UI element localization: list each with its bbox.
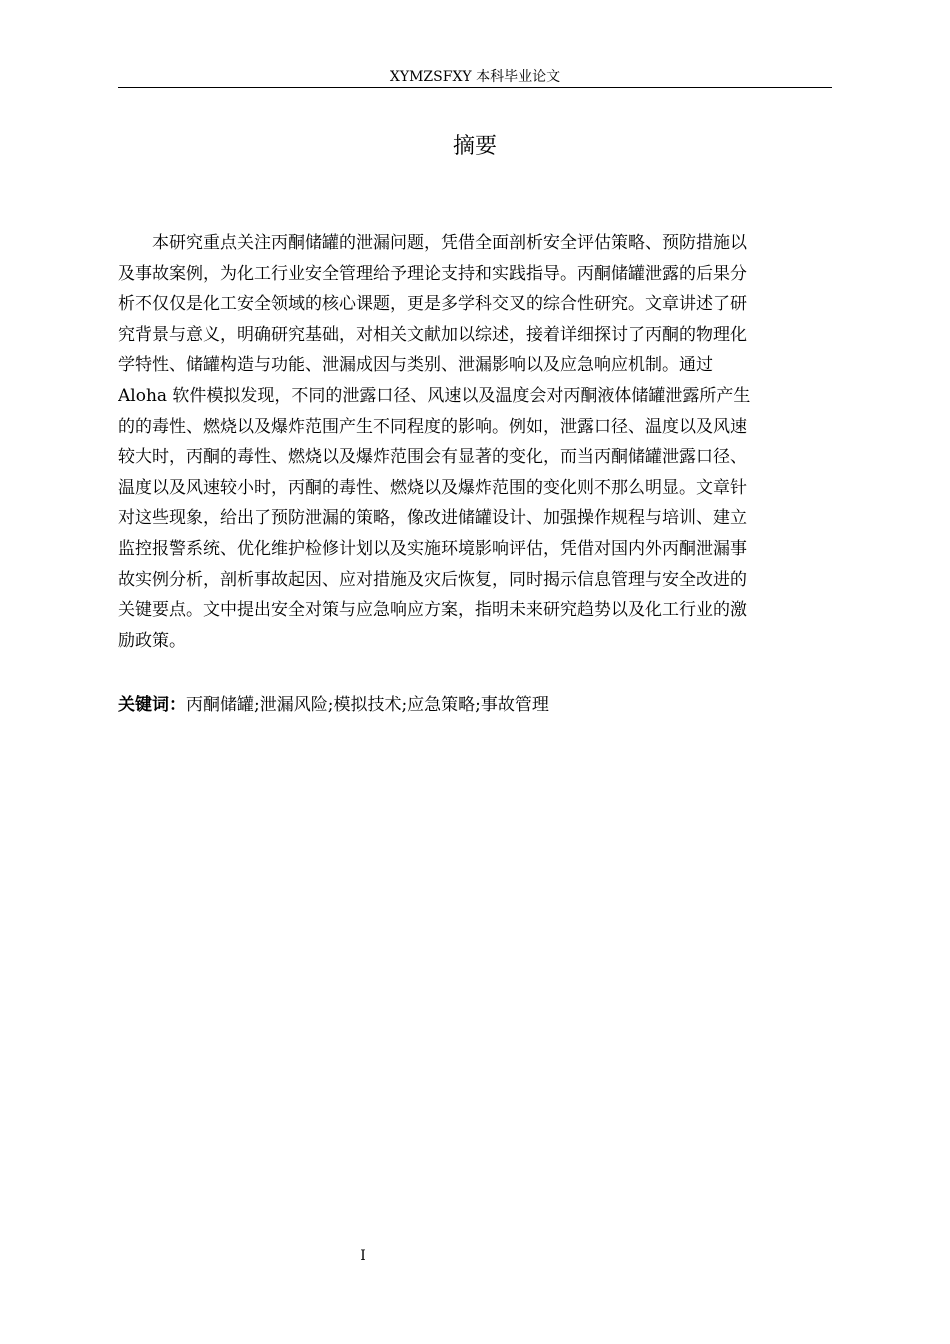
abstract-line: 及事故案例，为化工行业安全管理给予理论支持和实践指导。丙酮储罐泄露的后果分 — [118, 263, 747, 284]
abstract-line: 监控报警系统、优化维护检修计划以及实施环境影响评估，凭借对国内外丙酮泄漏事 — [118, 538, 747, 559]
page-header: XYMZSFXY 本科毕业论文 — [118, 68, 832, 88]
page-title: 摘要 — [452, 134, 497, 159]
abstract-line: 对这些现象，给出了预防泄漏的策略，像改进储罐设计、加强操作规程与培训、建立 — [118, 508, 747, 529]
abstract-line: 的的毒性、燃烧以及爆炸范围产生不同程度的影响。例如，泄露口径、温度以及风速 — [118, 416, 747, 437]
abstract-line: 关键要点。文中提出安全对策与应急响应方案，指明未来研究趋势以及化工行业的激 — [118, 600, 747, 621]
keywords-row — [118, 690, 832, 720]
abstract-line: 温度以及风速较小时，丙酮的毒性、燃烧以及爆炸范围的变化则不那么明显。文章针 — [118, 477, 747, 498]
page-number: I — [360, 1248, 366, 1264]
abstract-line: 较大时，丙酮的毒性、燃烧以及爆炸范围会有显著的变化，而当丙酮储罐泄露口径、 — [118, 447, 747, 468]
abstract-line: 学特性、储罐构造与功能、泄漏成因与类别、泄漏影响以及应急响应机制。通过 — [118, 355, 713, 376]
abstract-line: 故实例分析，剖析事故起因、应对措施及灾后恢复，同时揭示信息管理与安全改进的 — [118, 569, 747, 590]
abstract-body — [118, 228, 832, 656]
abstract-line: Aloha 软件模拟发现，不同的泄露口径、风速以及温度会对丙酮液体储罐泄露所产生 — [118, 385, 751, 406]
abstract-line: 析不仅仅是化工安全领域的核心课题，更是多学科交叉的综合性研究。文章讲述了研 — [118, 294, 747, 315]
keywords-value: 丙酮储罐;泄漏风险;模拟技术;应急策略;事故管理 — [186, 695, 549, 715]
keywords-label: 关键词： — [118, 695, 186, 715]
abstract-line: 励政策。 — [118, 630, 186, 651]
abstract-line: 究背景与意义，明确研究基础，对相关文献加以综述，接着详细探讨了丙酮的物理化 — [118, 324, 747, 345]
abstract-line: 本研究重点关注丙酮储罐的泄漏问题，凭借全面剖析安全评估策略、预防措施以 — [152, 233, 747, 253]
